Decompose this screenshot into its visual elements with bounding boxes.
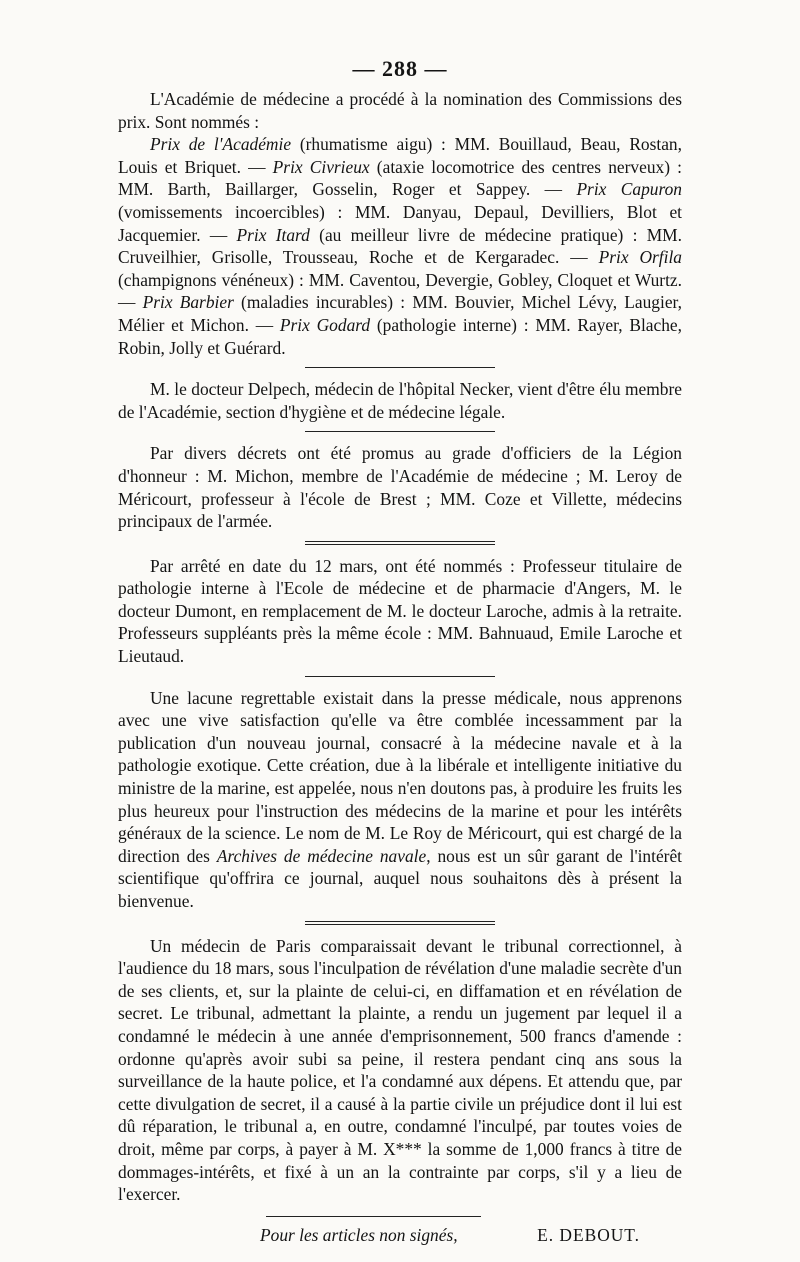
paragraph-journal [118, 687, 682, 913]
paragraph-text: (vomissements incoercibles) : MM. Danyau, Depaul, Devilliers, Blot et Jacquemier. — [118, 201, 682, 245]
paragraph-text: (au meilleur livre de médecine pratique) : MM. Cruveilhier, Grisolle, Trousseau, Roche et de Kergaradec. — [118, 224, 682, 268]
paragraph-tribunal: Un médecin de Paris comparaissait devant le tribunal correctionnel, à l'audience du 18 mars, sous l'inculpation de révélation d'une maladie secrète d'un de ses clients, et, sur la plainte de celui-ci, en diffamation et en révélation de secret. Le tribunal, admettant la plainte, a rendu un jugement par lequel il a condamné le médecin à une année d'emprisonnement, 500 francs d'amende : ordonne qu'après avoir subi sa peine, il restera pendant cinq ans sous la surveillance de la haute police, et l'a condamné aux dépens. Et attendu que, par cette divulgation de secret, il a causé à la partie civile un préjudice dont il lui est dû réparation, le tribunal a, en outre, condamné l'inculpé, par toutes voies de droit, même par corps, à payer à M. X*** la somme de 1,000 francs à titre de dommages-intérêts, et fixé à un an la contrainte par corps, s'il y a lieu de l'exercer. [118, 935, 682, 1205]
signature-author: E. DEBOUT. [537, 1224, 640, 1245]
prize-name: Prix Barbier [142, 292, 234, 313]
signature-caption: Pour les articles non signés, [260, 1224, 458, 1245]
paragraph-text: (ataxie locomotrice des centres nerveux) : MM. Barth, Baillarger, Gosselin, Roger et Sappey. — [118, 156, 682, 200]
paragraph-text: (pathologie interne) : MM. Rayer, Blache, Robin, Jolly et Guérard. [118, 314, 682, 358]
paragraph-text: , nous est un sûr garant de l'intérêt scientifique qu'offrira ce journal, auquel nous souhaitons dès à présent la bienvenue. [118, 845, 683, 911]
section-divider [305, 541, 495, 545]
paragraph-arrete: Par arrêté en date du 12 mars, ont été nommés : Professeur titulaire de pathologie interne à l'Ecole de médecine et de pharmacie d'Angers, M. le docteur Dumont, en remplacement de M. le docteur Laroche, admis à la retraite. Professeurs suppléants près la même école : MM. Bahnuaud, Emile Laroche et Lieutaud. [118, 555, 682, 667]
paragraph-text: Une lacune regrettable existait dans la presse médicale, nous apprenons avec une vive satisfaction qu'elle va être comblée incessamment par la publication d'un nouveau journal, consacré à la médecine navale et à la pathologie exotique. Cette création, due à la libérale et intelligente initiative du ministre de la marine, est appelée, nous n'en doutons pas, à produire les fruits les plus heureux pour l'instruction des médecins de la marine et pour les intérêts généraux de la science. Le nom de M. Le Roy de Méricourt, qui est chargé de la direction des [118, 687, 682, 866]
section-divider [305, 367, 495, 368]
prize-name: Prix Capuron [576, 179, 682, 200]
paragraph-commissions [118, 88, 682, 359]
prize-name: Prix Orfila [598, 247, 682, 268]
paragraph-legion-honneur: Par divers décrets ont été promus au grade d'officiers de la Légion d'honneur : M. Michon, membre de l'Académie de médecine ; M. Leroy de Méricourt, professeur à l'école de Brest ; MM. Coze et Villette, médecins principaux de l'armée. [118, 443, 682, 532]
paragraph-text: (rhumatisme aigu) : MM. Bouillaud, Beau, Rostan, Louis et Briquet. — [118, 134, 682, 177]
section-divider [305, 921, 495, 925]
signature-line [118, 1225, 682, 1246]
prize-name: Prix Civrieux [272, 156, 370, 177]
paragraph-text: L'Académie de médecine a procédé à la nomination des Commissions des prix. Sont nommés : [118, 89, 682, 132]
section-divider [305, 676, 495, 677]
section-divider [305, 431, 495, 432]
paragraph-delpech: M. le docteur Delpech, médecin de l'hôpital Necker, vient d'être élu membre de l'Académie, section d'hygiène et de médecine légale. [118, 379, 682, 422]
signature-divider [266, 1216, 481, 1217]
journal-title: Archives de médecine navale [216, 845, 427, 866]
prize-name: Prix Itard [236, 224, 310, 245]
page-number: — 288 — [352, 56, 448, 81]
paragraph-text: (maladies incurables) : MM. Bouvier, Michel Lévy, Laugier, Mélier et Michon. — [118, 292, 682, 335]
prize-name: Prix de l'Académie [150, 134, 292, 155]
paragraph-text: (champignons vénéneux) : MM. Caventou, Devergie, Gobley, Cloquet et Wurtz. — [118, 269, 682, 313]
prize-name: Prix Godard [279, 314, 371, 335]
